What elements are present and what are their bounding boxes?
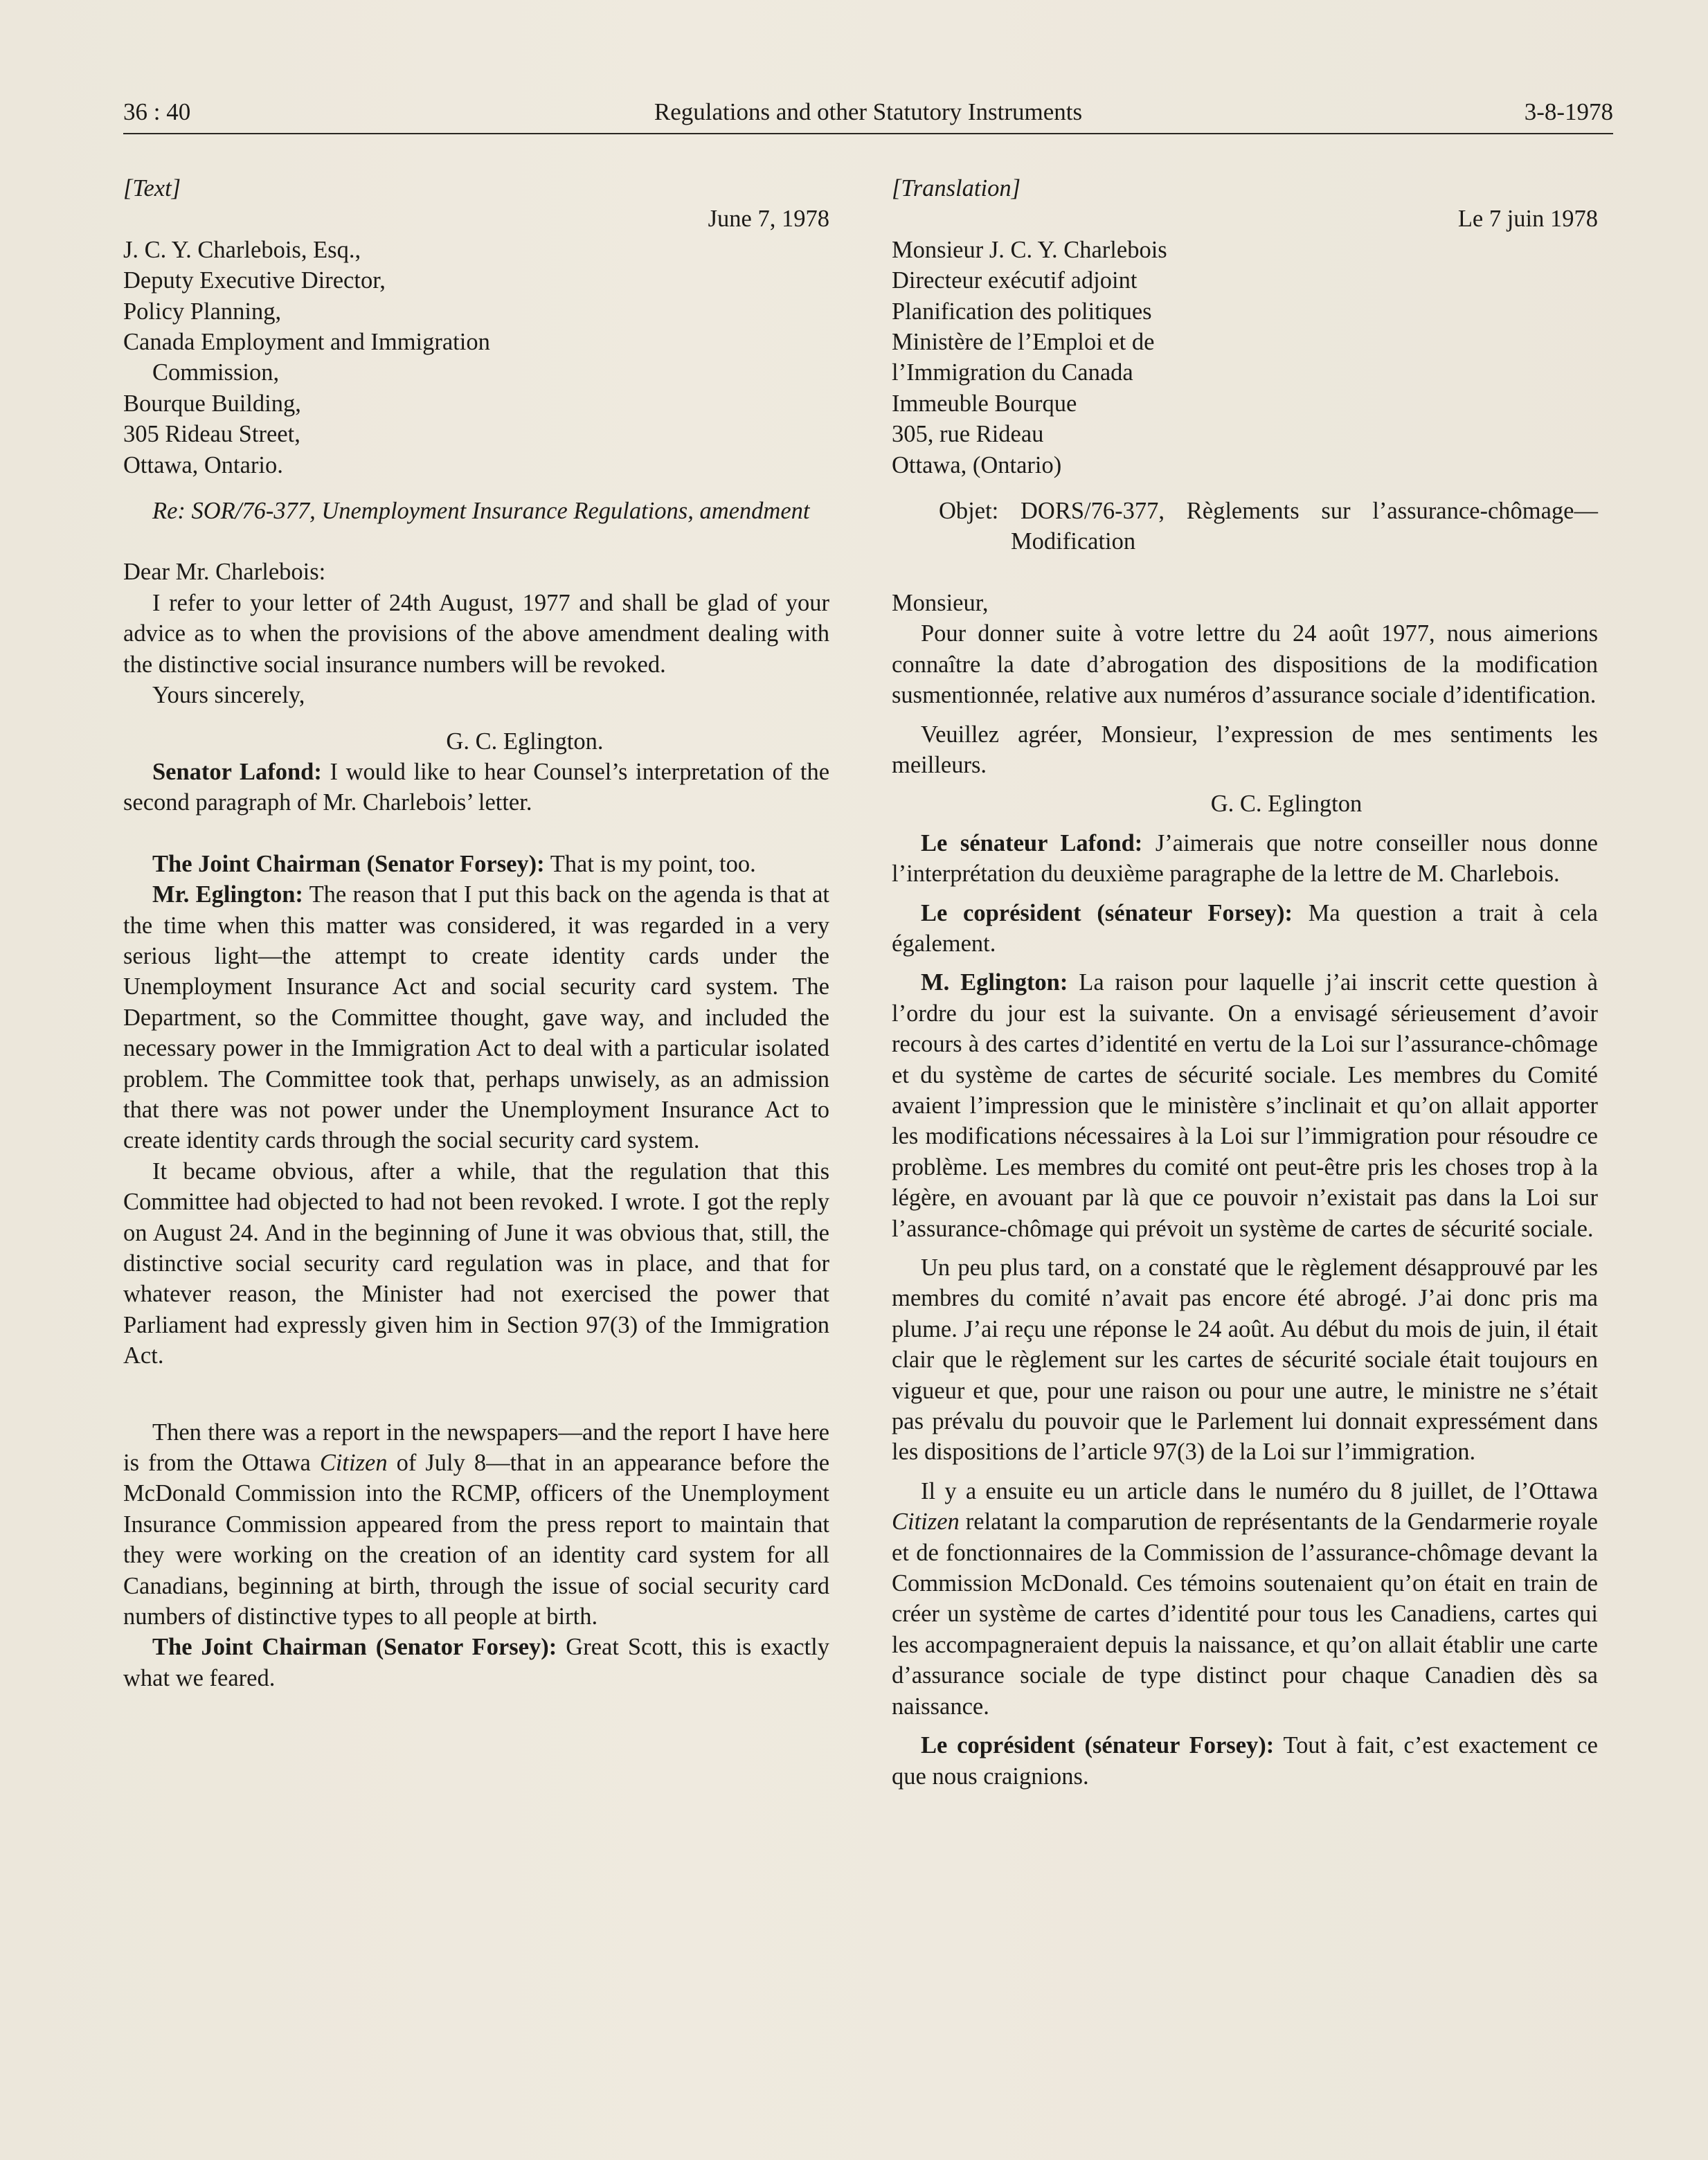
running-title: Regulations and other Statutory Instruments [654, 98, 1083, 125]
address-line: Directeur exécutif adjoint [892, 267, 1138, 294]
letter-subject: Objet: DORS/76-377, Règlements sur l’assurance-chômage—Modification [939, 498, 1598, 555]
transcript-paragraph [123, 879, 829, 1156]
letter-address [123, 235, 829, 480]
speaker-name: Le sénateur Lafond: [921, 829, 1143, 856]
address-line: Monsieur J. C. Y. Charlebois [892, 236, 1167, 263]
letter-closing: Veuillez agréer, Monsieur, l’expression de mes sentiments les meilleurs. [892, 721, 1598, 778]
issue-date: 3-8-1978 [1524, 98, 1613, 125]
speech-text: J’aimerais que notre conseiller nous donne l’interprétation du deuxième paragraphe de la lettre de M. Charlebois. [892, 829, 1598, 888]
address-line: Deputy Executive Director, [123, 267, 386, 294]
speaker-name: The Joint Chairman [152, 1634, 367, 1661]
speaker-title: (Senator Forsey): [375, 1634, 557, 1661]
text-tag: [Text] [123, 175, 181, 201]
address-line: Immeuble Bourque [892, 390, 1077, 417]
speaker-name: Le coprésident (sénateur Forsey): [921, 1732, 1275, 1759]
address-line: Ministère de l’Emploi et de [892, 329, 1155, 356]
newspaper-name: Citizen [892, 1509, 960, 1536]
letter-salutation: Monsieur, [892, 589, 989, 616]
address-line: 305, rue Rideau [892, 421, 1044, 448]
transcript-paragraph [892, 967, 1598, 1244]
page-number: 36 : 40 [123, 98, 191, 125]
speech-text: Ma question a trait à cela également. [892, 899, 1598, 957]
newspaper-name: Citizen [319, 1450, 388, 1477]
letter-subject: Re: SOR/76-377, Unemployment Insurance Regulations, amendment [152, 498, 810, 525]
address-line: Ottawa, (Ontario) [892, 451, 1062, 478]
speech-text: That is my point, too. [550, 850, 756, 877]
speech-text: La raison pour laquelle j’ai inscrit cette question à l’ordre du jour est la suivante. On a envisagé sérieusement d’avoir recours à des cartes d’identité en vertu de la Loi sur l’assurance-chômage et du système de cartes de sécurité sociale. Les membres du Comité avaient l’impression que le ministère s’inclinait et qu’on allait apporter les modifications nécessaires à la Loi sur l’immigration pour résoudre ce problème. Les membres du comité ont peut-être pris les choses trop à la légère, en avouant par là que ce pouvoir n’existait pas dans la Loi sur l’assurance-chômage qui prévoit un système de cartes de sécurité sociale. [892, 969, 1598, 1242]
speaker-name: Senator Lafond: [152, 758, 322, 785]
speaker-name: M. Eglington: [921, 969, 1068, 996]
translation-tag: [Translation] [892, 175, 1021, 201]
letter-date: Le 7 juin 1978 [1457, 206, 1598, 233]
letter-body: I refer to your letter of 24th August, 1977 and shall be glad of your advice as to when the provisions of the above amendment dealing with the distinctive social insurance numbers will be revoked. [123, 589, 829, 678]
transcript-paragraph [123, 757, 829, 818]
speech-text: Tout à fait, c’est exactement ce que nous craignions. [892, 1732, 1598, 1790]
address-line: J. C. Y. Charlebois, Esq., [123, 236, 361, 263]
transcript-paragraph [892, 1476, 1598, 1722]
speech-text: Great Scott, this is exactly what we feared. [123, 1634, 830, 1691]
address-line: Policy Planning, [123, 298, 282, 325]
french-column [892, 173, 1598, 1792]
speaker-title: (Senator Forsey): [366, 850, 545, 877]
speaker-name: The Joint Chairman [152, 850, 361, 877]
address-line: l’Immigration du Canada [892, 359, 1133, 386]
letter-closing: Yours sincerely, [152, 682, 305, 709]
letter-date: June 7, 1978 [708, 206, 829, 233]
transcript-paragraph [123, 849, 829, 879]
letter-body: Pour donner suite à votre lettre du 24 août 1977, nous aimerions connaître la date d’abrogation des dispositions de la modification susmentionnée, relative aux numéros d’assurance sociale d’identification. [892, 620, 1598, 709]
transcript-paragraph: Un peu plus tard, on a constaté que le règlement désapprouvé par les membres du comité n’avait pas encore été abrogé. J’ai donc pris ma plume. J’ai reçu une réponse le 24 août. Au début du mois de juin, il était clair que le règlement sur les cartes de sécurité sociale était toujours en vigueur et que, pour une raison ou pour une autre, le ministre ne s’était pas prévalu du pouvoir que le Parlement lui donnait expressément dans les dispositions de l’article 97(3) de la Loi sur l’immigration. [892, 1254, 1598, 1466]
transcript-paragraph [892, 828, 1598, 890]
letter-signature: G. C. Eglington [1210, 791, 1363, 818]
page-header [123, 97, 1613, 134]
letter-signature: G. C. Eglington. [446, 728, 604, 755]
speech-text: Il y a ensuite eu un article dans le numéro du 8 juillet, de l’Ottawa [921, 1477, 1598, 1504]
speech-text: The reason that I put this back on the agenda is that at the time when this matter was considered, it was regarded in a very serious light—the attempt to create identity cards under the Unemployment Insurance Act and social security card system. The Department, so the Committee thought, gave way, and included the necessary power in the Immigration Act to deal with a particular isolated problem. The Committee took that, perhaps unwisely, as an admission that there was not power under the Unemployment Insurance Act to create identity cards through the social security card system. [123, 881, 829, 1154]
speech-text: I would like to hear Counsel’s interpretation of the second paragraph of Mr. Charlebois’ letter. [123, 758, 830, 816]
speech-text: relatant la comparution de représentants de la Gendarmerie royale et de fonctionnaires de la Commission de l’assurance-chômage devant la Commission McDonald. Ces témoins soutenaient qu’on était en train de créer un système de cartes d’identité pour tous les Canadiens, cartes qui les accompagneraient depuis la naissance, et qu’on allait établir une carte d’assurance sociale de type distinct pour chaque Canadien dès sa naissance. [892, 1509, 1598, 1720]
address-line: Commission, [152, 359, 280, 386]
speech-text: of July 8—that in an appearance before the McDonald Commission into the RCMP, officers of the Unemployment Insurance Commission appeared from the press report to maintain that they were working on the creation of an identity card system for all Canadians, beginning at birth, through the issue of social security card numbers of distinctive types to all people at birth. [123, 1450, 830, 1630]
transcript-paragraph [892, 898, 1598, 960]
letter-salutation: Dear Mr. Charlebois: [123, 559, 326, 586]
address-line: Bourque Building, [123, 390, 301, 417]
address-line: Canada Employment and Immigration [123, 329, 490, 356]
speaker-name: Le coprésident (sénateur Forsey): [921, 899, 1293, 926]
english-column [123, 173, 829, 1693]
address-line: Ottawa, Ontario. [123, 451, 283, 478]
address-line: Planification des politiques [892, 298, 1152, 325]
address-line: 305 Rideau Street, [123, 421, 300, 448]
transcript-paragraph [892, 1730, 1598, 1792]
speech-text: Then there was a report in the newspapers—and the report I have here is from the Ottawa [123, 1419, 829, 1477]
transcript-paragraph [123, 1417, 829, 1632]
letter-address [892, 235, 1598, 480]
transcript-paragraph [123, 1632, 829, 1693]
transcript-paragraph: It became obvious, after a while, that the regulation that this Committee had objected to had not been revoked. I wrote. I got the reply on August 24. And in the beginning of June it was obvious that, still, the distinctive social security card regulation was in place, and that for whatever reason, the Minister had not exercised the power that Parliament had expressly given him in Section 97(3) of the Immigration Act. [123, 1158, 829, 1369]
speaker-name: Mr. Eglington: [152, 881, 303, 908]
